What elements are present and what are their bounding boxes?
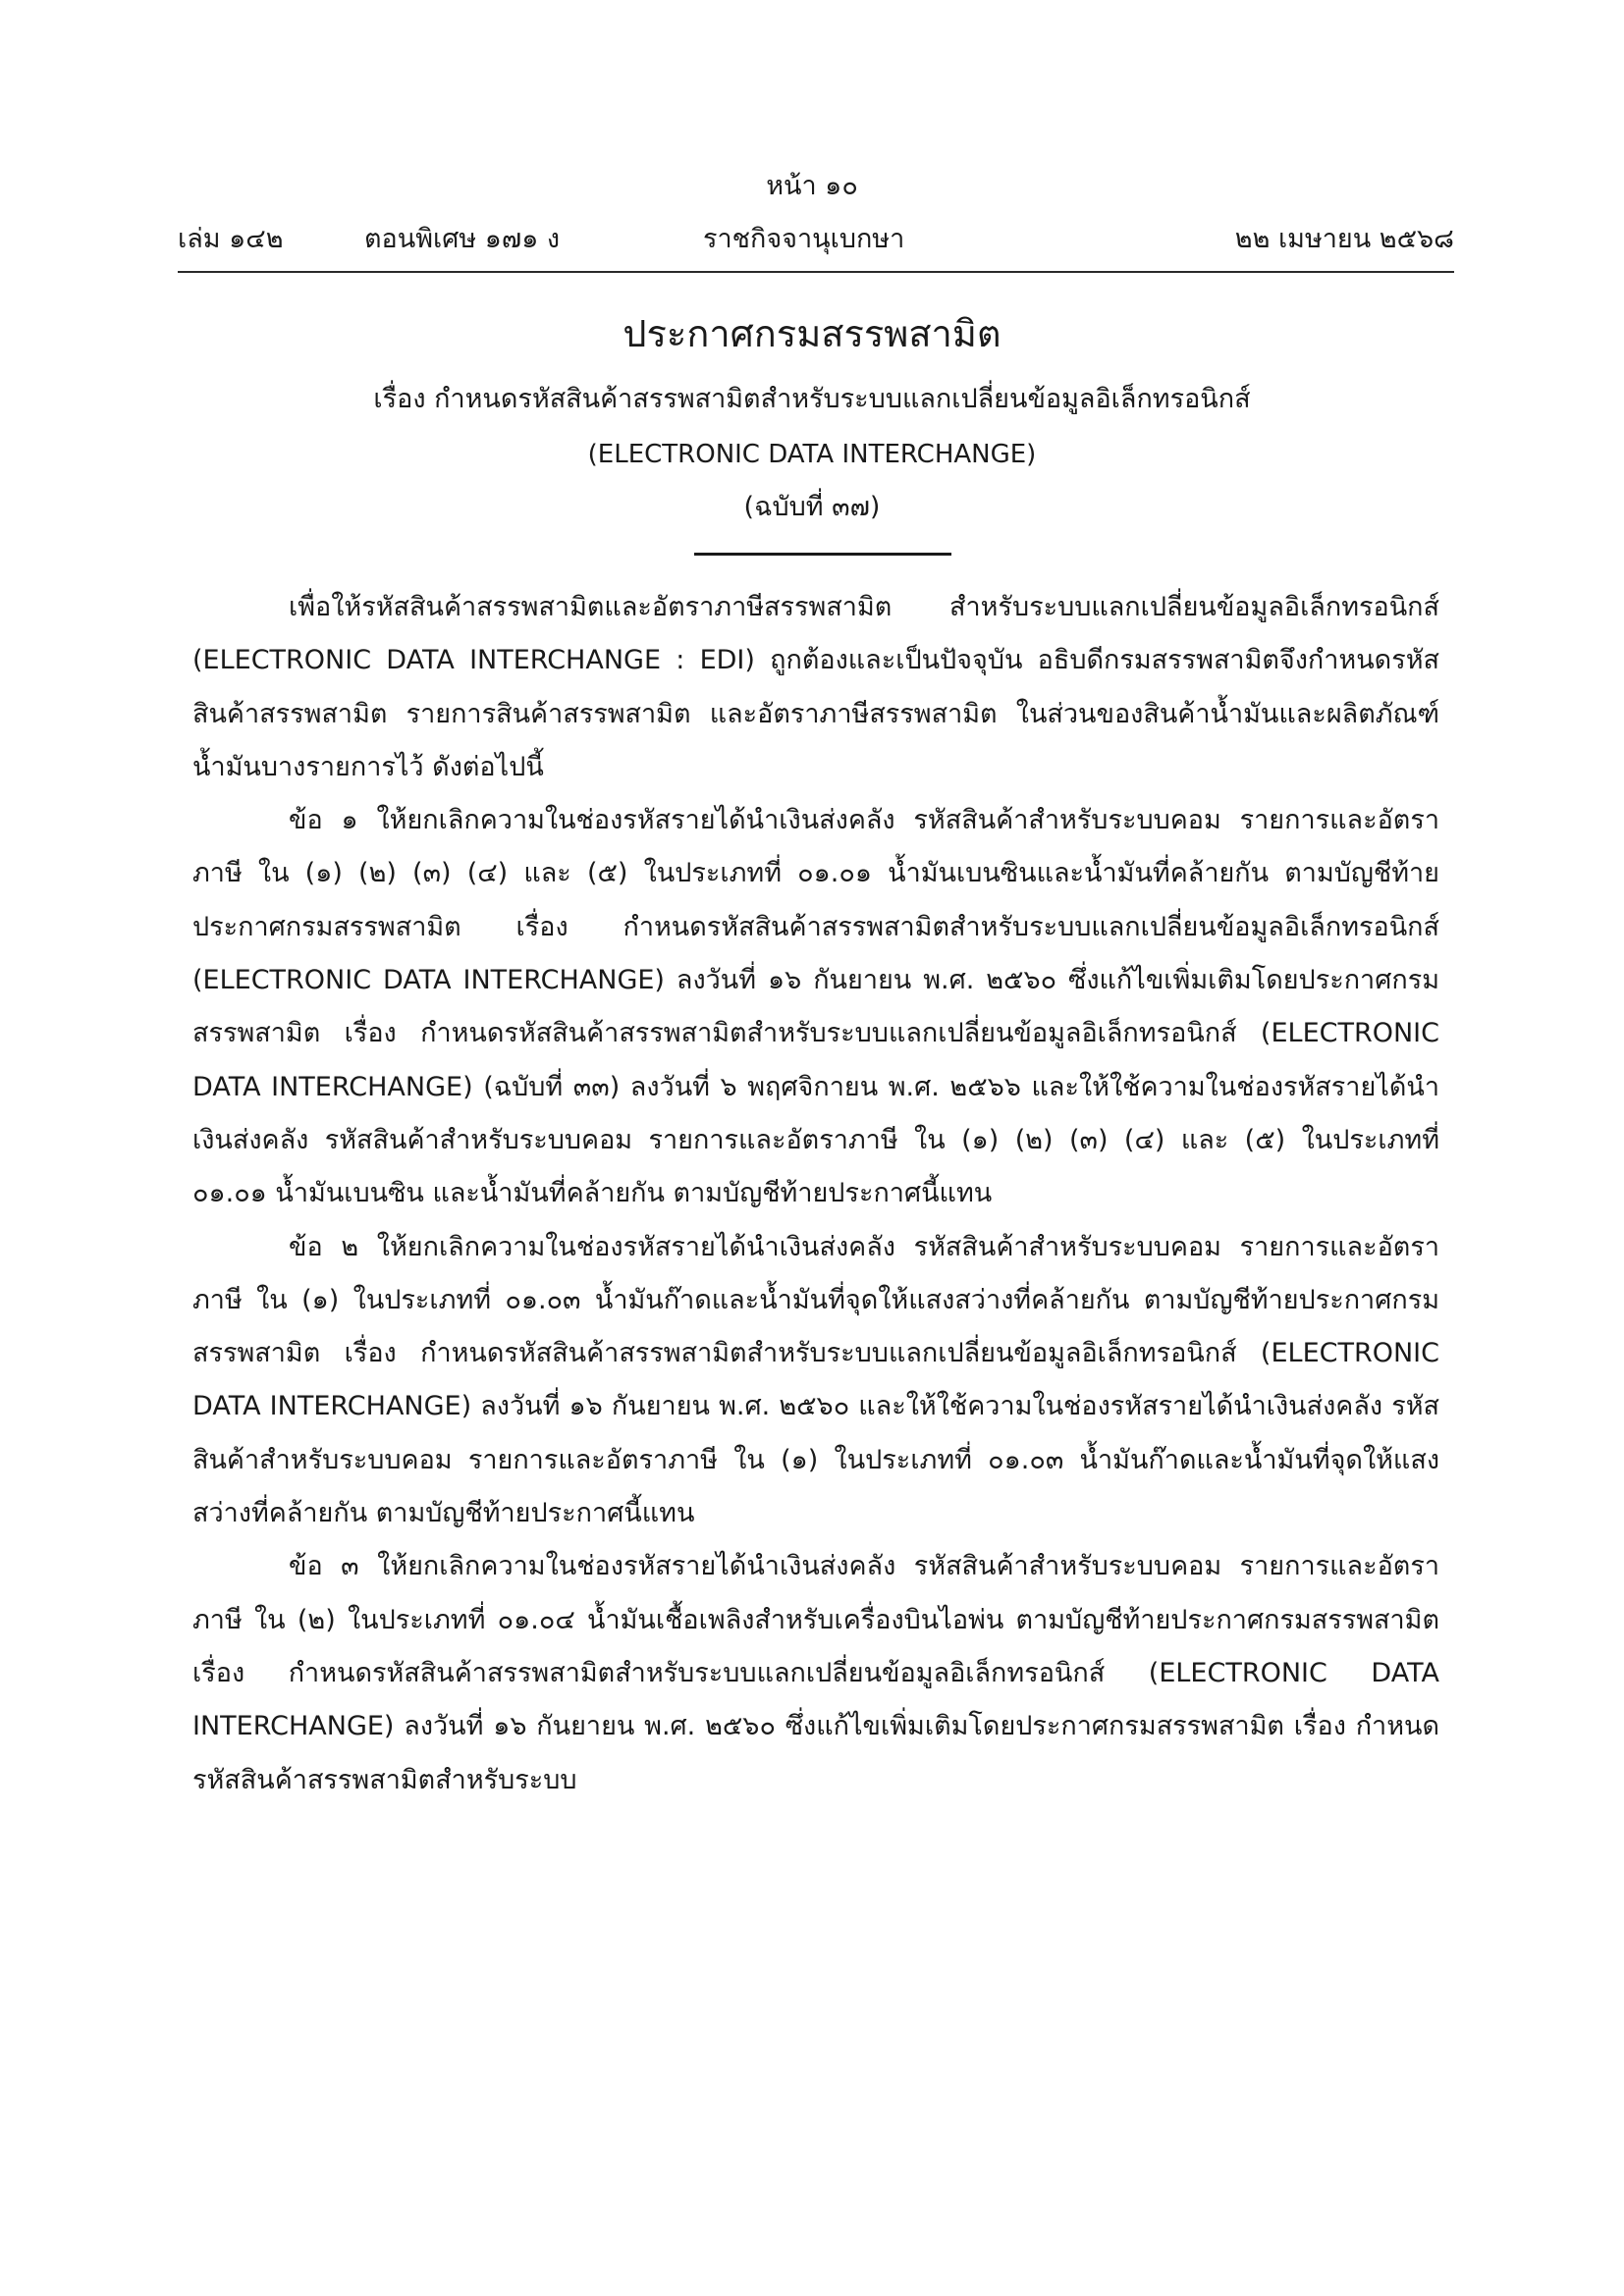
clause-3-paragraph: ข้อ ๓ ให้ยกเลิกความในช่องรหัสรายได้นำเงินส่งคลัง รหัสสินค้าสำหรับระบบคอม รายการและอัตราภาษี ใน (๒) ในประเภทที่ ๐๑.๐๔ น้ำมันเชื้อเพลิงสำหรับเครื่องบินไอพ่น ตามบัญชีท้ายประกาศกรมสรรพสามิต เรื่อง กำหนดรหัสสินค้าสรรพสามิตสำหรับระบบแลกเปลี่ยนข้อมูลอิเล็กทรอนิกส์ (ELECTRONIC DATA INTERCHANGE) ลงวันที่ ๑๖ กันยายน พ.ศ. ๒๕๖๐ ซึ่งแก้ไขเพิ่มเติมโดยประกาศกรมสรรพสามิต เรื่อง กำหนดรหัสสินค้าสรรพสามิตสำหรับระบบ [192, 1551, 1439, 1795]
clause-2-paragraph: ข้อ ๒ ให้ยกเลิกความในช่องรหัสรายได้นำเงินส่งคลัง รหัสสินค้าสำหรับระบบคอม รายการและอัตราภาษี ใน (๑) ในประเภทที่ ๐๑.๐๓ น้ำมันก๊าดและน้ำมันที่จุดให้แสงสว่างที่คล้ายกัน ตามบัญชีท้ายประกาศกรมสรรพสามิต เรื่อง กำหนดรหัสสินค้าสรรพสามิตสำหรับระบบแลกเปลี่ยนข้อมูลอิเล็กทรอนิกส์ (ELECTRONIC DATA INTERCHANGE) ลงวันที่ ๑๖ กันยายน พ.ศ. ๒๕๖๐ และให้ใช้ความในช่องรหัสรายได้นำเงินส่งคลัง รหัสสินค้าสำหรับระบบคอม รายการและอัตราภาษี ใน (๑) ในประเภทที่ ๐๑.๐๓ น้ำมันก๊าดและน้ำมันที่จุดให้แสงสว่างที่คล้ายกัน ตามบัญชีท้ายประกาศนี้แทน [192, 1231, 1439, 1529]
announcement-title: ประกาศกรมสรรพสามิต [623, 312, 1001, 355]
gazette-name: ราชกิจจานุเบกษา [703, 224, 905, 254]
issue-number: (ฉบับที่ ๓๗) [743, 492, 881, 522]
announcement-subject-english: (ELECTRONIC DATA INTERCHANGE) [587, 440, 1037, 469]
clause-1-paragraph: ข้อ ๑ ให้ยกเลิกความในช่องรหัสรายได้นำเงินส่งคลัง รหัสสินค้าสำหรับระบบคอม รายการและอัตราภาษี ใน (๑) (๒) (๓) (๔) และ (๕) ในประเภทที่ ๐๑.๐๑ น้ำมันเบนซินและน้ำมันที่คล้ายกัน ตามบัญชีท้ายประกาศกรมสรรพสามิต เรื่อง กำหนดรหัสสินค้าสรรพสามิตสำหรับระบบแลกเปลี่ยนข้อมูลอิเล็กทรอนิกส์ (ELECTRONIC DATA INTERCHANGE) ลงวันที่ ๑๖ กันยายน พ.ศ. ๒๕๖๐ ซึ่งแก้ไขเพิ่มเติมโดยประกาศกรมสรรพสามิต เรื่อง กำหนดรหัสสินค้าสรรพสามิตสำหรับระบบแลกเปลี่ยนข้อมูลอิเล็กทรอนิกส์ (ELECTRONIC DATA INTERCHANGE) (ฉบับที่ ๓๓) ลงวันที่ ๖ พฤศจิกายน พ.ศ. ๒๕๖๖ และให้ใช้ความในช่องรหัสรายได้นำเงินส่งคลัง รหัสสินค้าสำหรับระบบคอม รายการและอัตราภาษี ใน (๑) (๒) (๓) (๔) และ (๕) ในประเภทที่ ๐๑.๐๑ น้ำมันเบนซิน และน้ำมันที่คล้ายกัน ตามบัญชีท้ายประกาศนี้แทน [192, 805, 1439, 1209]
special-section-number: ตอนพิเศษ ๑๗๑ ง [364, 224, 561, 254]
announcement-subject: เรื่อง กำหนดรหัสสินค้าสรรพสามิตสำหรับระบบแลกเปลี่ยนข้อมูลอิเล็กทรอนิกส์ [373, 384, 1251, 414]
publication-date: ๒๒ เมษายน ๒๕๖๘ [1234, 224, 1454, 254]
gazette-header [178, 218, 1454, 261]
volume-number: เล่ม ๑๔๒ [178, 224, 284, 254]
title-divider [694, 553, 951, 556]
header-divider [178, 271, 1454, 273]
preamble-paragraph: เพื่อให้รหัสสินค้าสรรพสามิตและอัตราภาษีสรรพสามิต สำหรับระบบแลกเปลี่ยนข้อมูลอิเล็กทรอนิกส์ (ELECTRONIC DATA INTERCHANGE : EDI) ถูกต้องและเป็นปัจจุบัน อธิบดีกรมสรรพสามิตจึงกำหนดรหัสสินค้าสรรพสามิต รายการสินค้าสรรพสามิต และอัตราภาษีสรรพสามิต ในส่วนของสินค้าน้ำมันและผลิตภัณฑ์น้ำมันบางรายการไว้ ดังต่อไปนี้ [192, 592, 1439, 782]
announcement-body [192, 581, 1439, 1807]
page-number: หน้า ๑๐ [766, 171, 858, 201]
